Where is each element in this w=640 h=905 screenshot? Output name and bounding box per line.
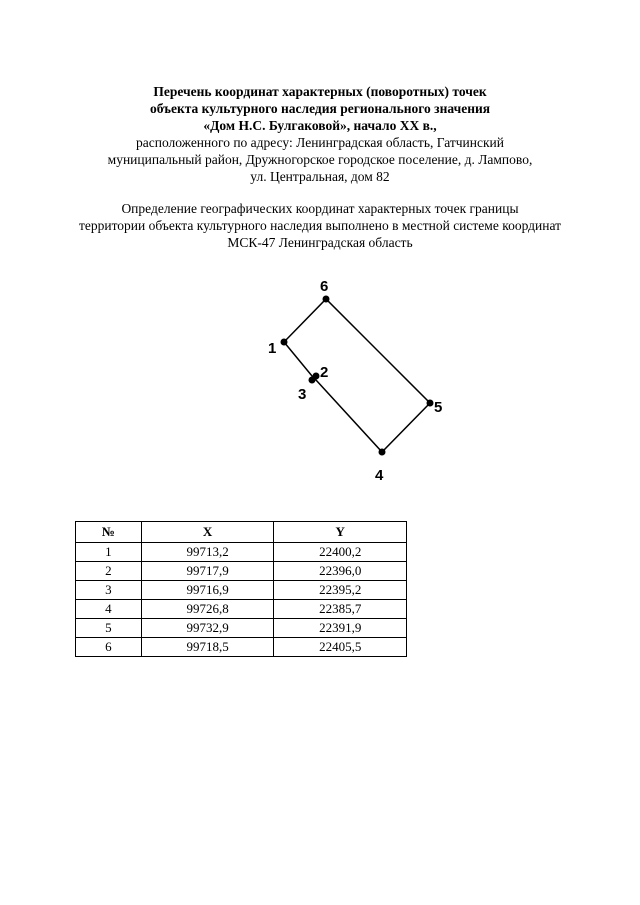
- column-header-number: №: [76, 522, 142, 543]
- column-header-y: Y: [274, 522, 407, 543]
- cell-number: 5: [76, 619, 142, 638]
- coordinates-table: [75, 521, 407, 657]
- point-label-2: 2: [320, 364, 329, 381]
- cell-y: 22400,2: [274, 543, 407, 562]
- cell-y: 22395,2: [274, 581, 407, 600]
- table-row: [76, 562, 407, 581]
- table-row: [76, 619, 407, 638]
- table-row: [76, 600, 407, 619]
- boundary-diagram: [240, 270, 480, 500]
- cell-number: 1: [76, 543, 142, 562]
- point-1: [281, 339, 288, 346]
- table-header-row: [76, 522, 407, 543]
- cell-x: 99718,5: [141, 638, 274, 657]
- point-6: [323, 296, 330, 303]
- cell-x: 99716,9: [141, 581, 274, 600]
- cell-x: 99713,2: [141, 543, 274, 562]
- cell-y: 22405,5: [274, 638, 407, 657]
- description-line-2: территории объекта культурного наследия выполнено в местной системе координат: [78, 218, 562, 233]
- header-line-3: [0, 118, 640, 134]
- point-label-6: 6: [320, 278, 329, 295]
- point-label-1: 1: [268, 340, 277, 357]
- header-line-2-text: объекта культурного наследия регионального значения: [149, 101, 491, 116]
- cell-x: 99717,9: [141, 562, 274, 581]
- header-line-3-text: «Дом Н.С. Булгаковой», начало XX в.,: [203, 118, 437, 133]
- table-row: [76, 543, 407, 562]
- point-label-3: 3: [298, 386, 307, 403]
- point-label-4: 4: [375, 467, 384, 484]
- cell-number: 6: [76, 638, 142, 657]
- cell-x: 99732,9: [141, 619, 274, 638]
- header-line-6: [0, 169, 640, 185]
- cell-number: 2: [76, 562, 142, 581]
- boundary-polygon: [284, 299, 430, 452]
- point-5: [427, 400, 434, 407]
- cell-y: 22385,7: [274, 600, 407, 619]
- header-line-2: [0, 101, 640, 117]
- description-line-1: Определение географических координат характерных точек границы: [121, 201, 519, 216]
- header-line-4-text: расположенного по адресу: Ленинградская область, Гатчинский: [135, 135, 504, 150]
- description-line-3: МСК-47 Ленинградская область: [227, 235, 413, 250]
- cell-number: 4: [76, 600, 142, 619]
- cell-y: 22391,9: [274, 619, 407, 638]
- header-line-5: [0, 152, 640, 168]
- cell-number: 3: [76, 581, 142, 600]
- point-label-5: 5: [434, 399, 443, 416]
- header-line-4: [0, 135, 640, 151]
- point-4: [379, 449, 386, 456]
- point-3: [309, 377, 316, 384]
- header-line-1-text: Перечень координат характерных (поворотных) точек: [153, 84, 487, 99]
- table-row: [76, 638, 407, 657]
- header-line-1: [0, 84, 640, 100]
- table-row: [76, 581, 407, 600]
- cell-y: 22396,0: [274, 562, 407, 581]
- column-header-x: X: [141, 522, 274, 543]
- header-line-5-text: муниципальный район, Дружногорское городское поселение, д. Лампово,: [107, 152, 533, 167]
- cell-x: 99726,8: [141, 600, 274, 619]
- header-line-6-text: ул. Центральная, дом 82: [250, 169, 390, 184]
